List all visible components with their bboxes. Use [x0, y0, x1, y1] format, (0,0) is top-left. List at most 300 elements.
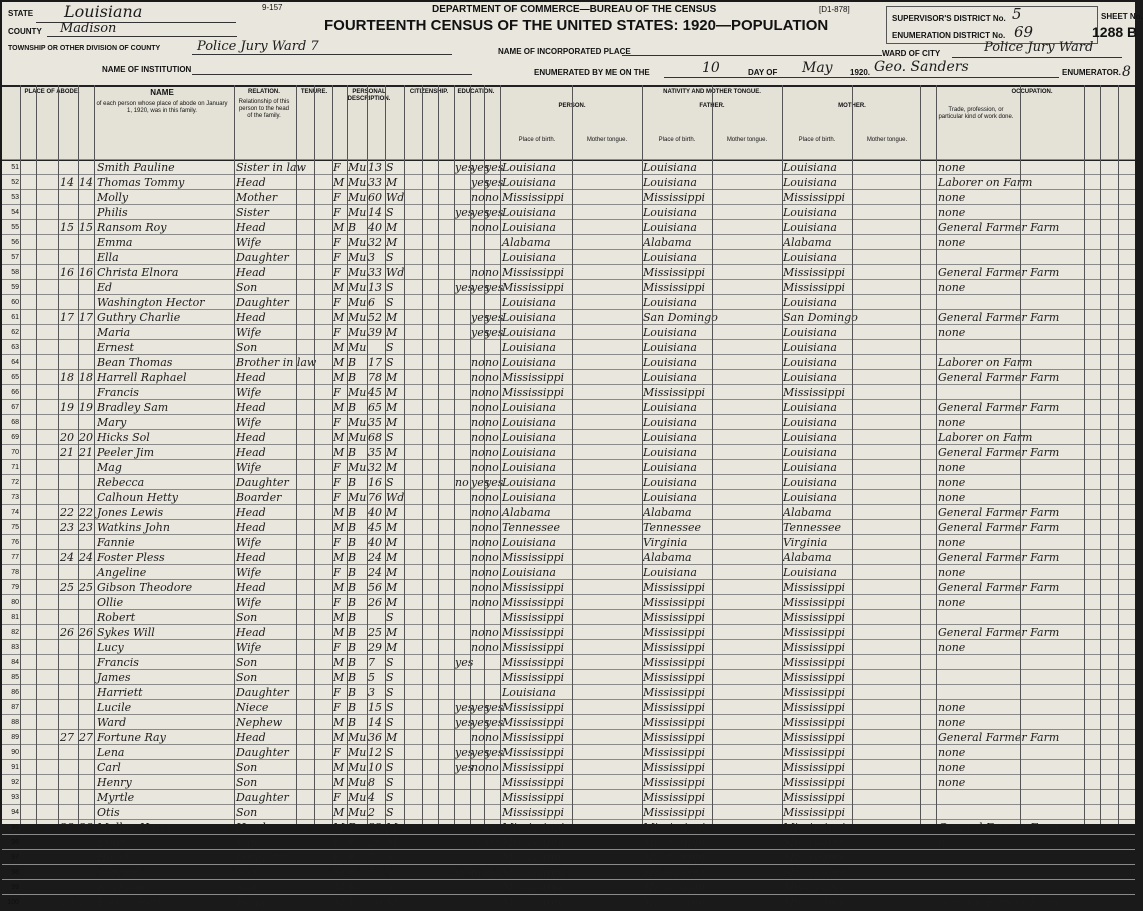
cell-wr: no	[485, 566, 499, 579]
cell-age: 68	[368, 431, 382, 444]
cell-line: 65	[11, 374, 19, 381]
cell-race: B	[348, 371, 357, 384]
cell-name: Carl	[97, 761, 121, 774]
cell-occ: General Farmer Farm	[938, 371, 1060, 384]
cell-pob: Mississippi	[502, 746, 564, 759]
cell-name: Angeline	[97, 566, 147, 579]
cell-occ: none	[938, 281, 966, 294]
cell-wr: yes	[485, 161, 504, 174]
cell-pob: Louisiana	[502, 161, 556, 174]
cell-name: Otis	[97, 806, 120, 819]
cell-line: 79	[11, 584, 19, 591]
institution-rule	[192, 74, 472, 75]
cell-rd: no	[471, 371, 485, 384]
cell-line: 92	[11, 779, 19, 786]
cell-line: 56	[11, 239, 19, 246]
cell-sex: F	[333, 206, 341, 219]
cell-age: 15	[368, 701, 382, 714]
cell-rd: no	[471, 191, 485, 204]
cell-race: Mu	[348, 386, 367, 399]
cell-mpob: Louisiana	[783, 221, 837, 234]
cell-pob: Mississippi	[502, 626, 564, 639]
cell-pob: Mississippi	[502, 776, 564, 789]
cell-fpob: Mississippi	[643, 806, 705, 819]
cell-dw: 23	[60, 521, 74, 534]
cell-dw: 25	[60, 581, 74, 594]
cell-rd: no	[471, 596, 485, 609]
cell-sex: F	[333, 641, 341, 654]
cell-fpob: Louisiana	[643, 401, 697, 414]
cell-dw: 26	[60, 626, 74, 639]
cell-rd: yes	[471, 281, 490, 294]
cell-age: 16	[368, 476, 382, 489]
cell-wr: yes	[485, 176, 504, 189]
cell-rel: Wife	[236, 416, 262, 429]
cell-age: 35	[368, 416, 382, 429]
day-of-label: DAY OF	[748, 68, 778, 77]
cell-mar: S	[386, 341, 394, 354]
cell-sex: F	[333, 596, 341, 609]
cell-wr: no	[485, 191, 499, 204]
cell-race: B	[348, 656, 357, 669]
cell-sch: yes	[455, 656, 474, 669]
cell-fam: 14	[79, 176, 93, 189]
col-rule	[422, 85, 423, 824]
cell-rd: no	[471, 491, 485, 504]
name-description: of each person whose place of abode on January 1, 1920, was in this family.	[96, 101, 228, 114]
cell-mar: S	[386, 881, 394, 894]
cell-rd: no	[471, 731, 485, 744]
cell-name: Lucile	[97, 701, 132, 714]
group-occupation: OCCUPATION.	[1011, 89, 1053, 95]
cell-fpob: Mississippi	[643, 866, 705, 879]
cell-mar: M	[386, 731, 398, 744]
cell-rel: Son	[236, 341, 258, 354]
cell-fam: 15	[79, 221, 93, 234]
cell-rd: yes	[471, 701, 490, 714]
cell-fpob: Mississippi	[643, 671, 705, 684]
cell-mpob: Mississippi	[783, 686, 845, 699]
cell-sex: F	[333, 191, 341, 204]
cell-race: B	[348, 881, 357, 894]
cell-rel: Wife	[236, 386, 262, 399]
col-rule	[712, 85, 713, 824]
father-tongue-header: Mother tongue.	[726, 137, 768, 143]
cell-wr: no	[485, 221, 499, 234]
cell-race: B	[348, 566, 357, 579]
cell-race: Mu	[348, 416, 367, 429]
cell-rel: Son	[236, 776, 258, 789]
cell-fam: 28	[79, 821, 93, 834]
cell-rel: Wife	[236, 836, 262, 849]
cell-name: Ollie	[97, 596, 124, 609]
cell-rel: Head	[236, 626, 266, 639]
cell-pob: Louisiana	[502, 491, 556, 504]
cell-pob: Louisiana	[502, 416, 556, 429]
cell-rel: Daughter	[236, 851, 289, 864]
cell-sex: M	[333, 731, 345, 744]
cell-race: Mu	[348, 206, 367, 219]
cell-rel: Head	[236, 821, 266, 834]
cell-mpob: Mississippi	[783, 626, 845, 639]
cell-mpob: Mississippi	[783, 746, 845, 759]
cell-rd: no	[471, 356, 485, 369]
cell-sex: F	[333, 836, 341, 849]
cell-age: 78	[368, 371, 382, 384]
cell-race: B	[348, 821, 357, 834]
cell-sex: F	[333, 326, 341, 339]
cell-rd: no	[471, 566, 485, 579]
cell-wr: yes	[485, 716, 504, 729]
cell-fpob: Mississippi	[643, 611, 705, 624]
mother-tongue-header: Mother tongue.	[866, 137, 908, 143]
cell-mar: M	[386, 311, 398, 324]
col-rule	[36, 85, 37, 824]
cell-age: 45	[368, 521, 382, 534]
cell-age: 25	[368, 626, 382, 639]
cell-race: B	[348, 641, 357, 654]
cell-pob: Mississippi	[502, 896, 564, 909]
cell-mar: S	[386, 761, 394, 774]
cell-fpob: Mississippi	[643, 896, 705, 909]
col-rule	[1118, 85, 1119, 824]
cell-rd: yes	[471, 836, 490, 849]
cell-dw: 19	[60, 401, 74, 414]
cell-sex: M	[333, 896, 345, 909]
cell-line: 91	[11, 764, 19, 771]
cell-rel: Daughter	[236, 251, 289, 264]
enumerator-rule	[664, 77, 1059, 78]
cell-age: 7	[368, 866, 375, 879]
cell-age: 36	[368, 731, 382, 744]
col-rule	[572, 85, 573, 824]
cell-race: B	[348, 476, 357, 489]
cell-fpob: Mississippi	[643, 746, 705, 759]
cell-pob: Louisiana	[502, 326, 556, 339]
cell-occ: General Farmer Farm	[938, 731, 1060, 744]
cell-mar: S	[386, 611, 394, 624]
cell-wr: no	[485, 596, 499, 609]
cell-pob: Louisiana	[502, 341, 556, 354]
cell-occ: none	[938, 776, 966, 789]
cell-race: B	[348, 836, 357, 849]
cell-age: 13	[368, 281, 382, 294]
cell-pob: Louisiana	[502, 461, 556, 474]
cell-fpob: Louisiana	[643, 326, 697, 339]
cell-pob: Louisiana	[502, 176, 556, 189]
col-rule	[347, 85, 348, 824]
cell-rd: no	[471, 641, 485, 654]
cell-name: Molly	[97, 191, 129, 204]
cell-pob: Mississippi	[502, 806, 564, 819]
cell-mar: Wd	[386, 191, 405, 204]
cell-rel: Wife	[236, 596, 262, 609]
cell-fpob: Mississippi	[643, 386, 705, 399]
cell-mpob: Tennessee	[783, 521, 841, 534]
cell-sch: yes	[455, 161, 474, 174]
cell-line: 99	[11, 884, 19, 891]
cell-mar: Wd	[386, 266, 405, 279]
cell-mar: M	[386, 551, 398, 564]
cell-occ: none	[938, 461, 966, 474]
cell-mar: M	[386, 416, 398, 429]
cell-name: Foster Pless	[97, 551, 165, 564]
cell-mar: M	[386, 626, 398, 639]
cell-name: Peeler Jim	[97, 446, 155, 459]
state-value: Louisiana	[64, 2, 143, 21]
cell-age: 28	[368, 836, 382, 849]
cell-pob: Mississippi	[502, 851, 564, 864]
cell-sex: F	[333, 536, 341, 549]
cell-fpob: Mississippi	[643, 731, 705, 744]
cell-mar: S	[386, 206, 394, 219]
cell-rd: yes	[471, 311, 490, 324]
col-rule	[642, 85, 643, 824]
cell-occ: General Farmer Farm	[938, 221, 1060, 234]
cell-race: B	[348, 686, 357, 699]
cell-race: B	[348, 701, 357, 714]
cell-sch: yes	[455, 761, 474, 774]
cell-fam: 21	[79, 446, 93, 459]
cell-fpob: Virginia	[643, 536, 688, 549]
cell-name: Harrell Raphael	[97, 371, 187, 384]
cell-rd: no	[471, 446, 485, 459]
col-rule	[470, 85, 471, 824]
cell-fpob: Mississippi	[643, 716, 705, 729]
cell-age: 32	[368, 236, 382, 249]
cell-pob: Alabama	[502, 236, 551, 249]
cell-age: 14	[368, 716, 382, 729]
cell-rd: no	[471, 401, 485, 414]
cell-pob: Mississippi	[502, 731, 564, 744]
cell-mpob: Mississippi	[783, 596, 845, 609]
cell-occ: General Farmer Farm	[938, 551, 1060, 564]
father-birth-header: Place of birth.	[658, 137, 696, 143]
col-rule	[296, 85, 297, 824]
cell-fpob: Mississippi	[643, 266, 705, 279]
cell-age: 39	[368, 326, 382, 339]
cell-occ: none	[938, 716, 966, 729]
cell-rd: no	[471, 266, 485, 279]
cell-wr: yes	[485, 836, 504, 849]
cell-mpob: Louisiana	[783, 416, 837, 429]
cell-pob: Louisiana	[502, 476, 556, 489]
cell-race: B	[348, 851, 357, 864]
cell-wr: no	[485, 386, 499, 399]
cell-race: Mu	[348, 491, 367, 504]
cell-occ: none	[938, 491, 966, 504]
group-tenure: TENURE.	[300, 89, 328, 95]
cell-sex: M	[333, 446, 345, 459]
cell-age: 17	[368, 356, 382, 369]
cell-line: 95	[11, 824, 19, 831]
cell-sex: M	[333, 281, 345, 294]
cell-wr: no	[485, 506, 499, 519]
cell-name: Mary	[97, 416, 127, 429]
cell-fpob: Mississippi	[643, 851, 705, 864]
cell-fam: 17	[79, 311, 93, 324]
state-label: STATE	[8, 9, 34, 18]
cell-line: 54	[11, 209, 19, 216]
cell-mar: M	[386, 596, 398, 609]
cell-rel: Wife	[236, 461, 262, 474]
cell-wr: no	[485, 761, 499, 774]
cell-fpob: Louisiana	[643, 416, 697, 429]
cell-sex: M	[333, 506, 345, 519]
person-birth-header: Place of birth.	[518, 137, 556, 143]
cell-age: 36	[368, 896, 382, 909]
cell-sch: yes	[455, 206, 474, 219]
cell-pob: Louisiana	[502, 311, 556, 324]
cell-mar: S	[386, 686, 394, 699]
cell-mpob: Louisiana	[783, 206, 837, 219]
cell-race: B	[348, 611, 357, 624]
ward-label: WARD OF CITY	[882, 49, 941, 58]
cell-name: Francis	[97, 656, 139, 669]
cell-sex: M	[333, 866, 345, 879]
cell-race: Mu	[348, 431, 367, 444]
cell-fpob: Mississippi	[643, 641, 705, 654]
cell-rel: Sister in law	[236, 161, 306, 174]
cell-mar: S	[386, 251, 394, 264]
cell-name: Bean Thomas	[97, 356, 173, 369]
cell-rel: Son	[236, 761, 258, 774]
cell-pob: Mississippi	[502, 836, 564, 849]
cell-mar: S	[386, 866, 394, 879]
cell-mar: M	[386, 641, 398, 654]
cell-line: 93	[11, 794, 19, 801]
cell-age: 7	[368, 656, 375, 669]
cell-name: Hicks Sol	[97, 431, 150, 444]
cell-rd: no	[471, 551, 485, 564]
group-place-of-abode: PLACE OF ABODE.	[24, 89, 80, 95]
cell-sex: F	[333, 251, 341, 264]
cell-occ: none	[938, 206, 966, 219]
cell-mpob: Mississippi	[783, 191, 845, 204]
mother-birth-header: Place of birth.	[798, 137, 836, 143]
cell-dw: 20	[60, 431, 74, 444]
cell-rd: yes	[471, 326, 490, 339]
ward-value: Police Jury Ward	[984, 40, 1094, 55]
cell-fpob: Mississippi	[643, 596, 705, 609]
cell-age: 6	[368, 296, 375, 309]
cell-rd: no	[471, 626, 485, 639]
cell-race: Mu	[348, 176, 367, 189]
cell-occ: none	[938, 161, 966, 174]
cell-pob: Louisiana	[502, 686, 556, 699]
cell-wr: no	[485, 416, 499, 429]
cell-race: Mu	[348, 461, 367, 474]
cell-sex: M	[333, 881, 345, 894]
cell-line: 60	[11, 299, 19, 306]
ward-rule	[952, 57, 1122, 58]
cell-race: Mu	[348, 731, 367, 744]
cell-occ: Laborer on Farm	[938, 431, 1033, 444]
cell-mar: S	[386, 161, 394, 174]
cell-dw: 28	[60, 821, 74, 834]
incorporated-label: NAME OF INCORPORATED PLACE	[498, 47, 631, 56]
cell-rd: yes	[471, 206, 490, 219]
cell-rel: Son	[236, 806, 258, 819]
cell-line: 100	[7, 899, 19, 906]
cell-occ: General Farmer Farm	[938, 896, 1060, 909]
col-rule	[920, 85, 921, 824]
cell-sex: M	[333, 311, 345, 324]
cell-occ: General Farmer Farm	[938, 401, 1060, 414]
cell-occ: none	[938, 596, 966, 609]
cell-wr: yes	[485, 821, 504, 834]
cell-dw: 18	[60, 371, 74, 384]
cell-dw: 22	[60, 506, 74, 519]
cell-rel: Head	[236, 311, 266, 324]
cell-name: James	[97, 671, 131, 684]
cell-fpob: Louisiana	[643, 371, 697, 384]
cell-occ: General Farmer Farm	[938, 266, 1060, 279]
cell-mar: S	[386, 851, 394, 864]
cell-age: 24	[368, 566, 382, 579]
cell-wr: no	[485, 356, 499, 369]
col-rule	[500, 85, 501, 824]
occupation-description: Trade, profession, or particular kind of work done.	[938, 107, 1014, 120]
cell-mar: M	[386, 176, 398, 189]
cell-line: 78	[11, 569, 19, 576]
cell-sex: M	[333, 341, 345, 354]
cell-mar: S	[386, 356, 394, 369]
cell-mpob: Mississippi	[783, 701, 845, 714]
cell-name: Ernest	[97, 341, 134, 354]
cell-age: 45	[368, 386, 382, 399]
cell-mpob: Mississippi	[783, 821, 845, 834]
cell-fam: 22	[79, 506, 93, 519]
cell-sex: M	[333, 551, 345, 564]
cell-pob: Mississippi	[502, 191, 564, 204]
cell-wr: no	[485, 866, 499, 879]
cell-age: 3	[368, 251, 375, 264]
cell-fpob: Louisiana	[643, 161, 697, 174]
cell-line: 76	[11, 539, 19, 546]
cell-line: 98	[11, 869, 19, 876]
cell-rd: no	[471, 581, 485, 594]
cell-rd: yes	[471, 161, 490, 174]
cell-mpob: Louisiana	[783, 431, 837, 444]
cell-rd: yes	[471, 716, 490, 729]
cell-line: 80	[11, 599, 19, 606]
cell-line: 59	[11, 284, 19, 291]
cell-line: 64	[11, 359, 19, 366]
cell-mpob: Alabama	[783, 551, 832, 564]
group-nativity: NATIVITY AND MOTHER TONGUE.	[663, 89, 761, 95]
census-title: FOURTEENTH CENSUS OF THE UNITED STATES: 1920—POPULATION	[324, 17, 829, 34]
cell-pob: Mississippi	[502, 281, 564, 294]
cell-mpob: Mississippi	[783, 716, 845, 729]
group-personal: PERSONAL DESCRIPTION.	[347, 89, 391, 102]
cell-rd: yes	[471, 746, 490, 759]
col-rule	[234, 85, 235, 824]
cell-rel: Son	[236, 881, 258, 894]
cell-pob: Alabama	[502, 506, 551, 519]
cell-fam: 27	[79, 731, 93, 744]
cell-name: Fortune Ray	[97, 731, 166, 744]
cell-sex: M	[333, 581, 345, 594]
cell-mpob: Mississippi	[783, 866, 845, 879]
cell-name: Raymond	[97, 881, 150, 894]
cell-rel: Son	[236, 281, 258, 294]
cell-rd: no	[471, 221, 485, 234]
year-text: 1920.	[850, 68, 871, 77]
cell-pob: Mississippi	[502, 701, 564, 714]
enumerated-month: May	[802, 60, 833, 76]
cell-fpob: Louisiana	[643, 251, 697, 264]
